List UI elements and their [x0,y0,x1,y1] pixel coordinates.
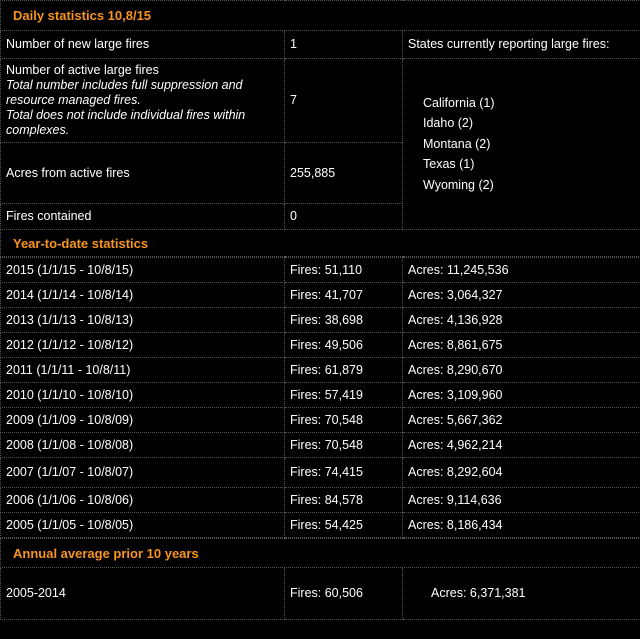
daily-header: Daily statistics 10,8/15 [1,1,640,31]
ytd-row [1,408,640,433]
annual-section-header [1,539,640,568]
state-item: Texas (1) [423,157,475,172]
active-fires-note1: Total number includes full suppression and resource managed fires. [6,78,243,107]
new-large-fires-label: Number of new large fires [1,31,285,59]
ytd-row [1,258,640,283]
ytd-period: 2010 (1/1/10 - 10/8/10) [1,383,285,408]
ytd-period: 2009 (1/1/09 - 10/8/09) [1,408,285,433]
ytd-acres: Acres: 8,290,670 [403,358,640,383]
state-item: Montana (2) [423,136,491,151]
annual-acres: Acres: 6,371,381 [403,568,640,620]
annual-table [0,538,640,620]
active-fires-value: 7 [285,59,403,143]
ytd-row [1,513,640,538]
acres-value: 255,885 [285,143,403,204]
states-list [403,59,640,230]
ytd-row [1,488,640,513]
ytd-fires: Fires: 41,707 [285,283,403,308]
ytd-fires: Fires: 38,698 [285,308,403,333]
daily-section-header [1,1,640,31]
ytd-header: Year-to-date statistics [1,230,640,257]
annual-header: Annual average prior 10 years [1,539,640,568]
acres-label: Acres from active fires [1,143,285,204]
ytd-row [1,358,640,383]
ytd-row [1,458,640,488]
state-item: Idaho (2) [423,116,474,131]
ytd-acres: Acres: 3,064,327 [403,283,640,308]
ytd-acres: Acres: 8,292,604 [403,458,640,488]
ytd-row [1,333,640,358]
ytd-acres: Acres: 11,245,536 [403,258,640,283]
ytd-period: 2011 (1/1/11 - 10/8/11) [1,358,285,383]
ytd-period: 2006 (1/1/06 - 10/8/06) [1,488,285,513]
ytd-period: 2015 (1/1/15 - 10/8/15) [1,258,285,283]
ytd-acres: Acres: 8,186,434 [403,513,640,538]
ytd-acres: Acres: 8,861,675 [403,333,640,358]
ytd-row [1,283,640,308]
ytd-acres: Acres: 4,962,214 [403,433,640,458]
contained-label: Fires contained [1,204,285,230]
states-header: States currently reporting large fires: [403,31,640,59]
state-item: Wyoming (2) [423,177,494,192]
ytd-row [1,383,640,408]
ytd-fires: Fires: 51,110 [285,258,403,283]
ytd-row [1,433,640,458]
ytd-fires: Fires: 57,419 [285,383,403,408]
annual-row [1,568,640,620]
ytd-fires: Fires: 70,548 [285,433,403,458]
ytd-period: 2012 (1/1/12 - 10/8/12) [1,333,285,358]
new-large-fires-row [1,31,640,59]
state-item: California (1) [423,95,495,110]
ytd-row [1,308,640,333]
active-fires-row [1,59,640,143]
active-fires-note2: Total does not include individual fires within complexes. [6,108,246,137]
contained-value: 0 [285,204,403,230]
active-fires-cell [1,59,285,143]
ytd-fires: Fires: 54,425 [285,513,403,538]
ytd-table [0,257,640,538]
ytd-acres: Acres: 9,114,636 [403,488,640,513]
ytd-acres: Acres: 5,667,362 [403,408,640,433]
annual-fires: Fires: 60,506 [285,568,403,620]
ytd-period: 2005 (1/1/05 - 10/8/05) [1,513,285,538]
annual-period: 2005-2014 [1,568,285,620]
ytd-acres: Acres: 4,136,928 [403,308,640,333]
ytd-fires: Fires: 84,578 [285,488,403,513]
ytd-period: 2014 (1/1/14 - 10/8/14) [1,283,285,308]
active-fires-label: Number of active large fires [6,63,159,77]
ytd-fires: Fires: 74,415 [285,458,403,488]
ytd-acres: Acres: 3,109,960 [403,383,640,408]
fire-statistics-table [0,0,640,257]
ytd-fires: Fires: 61,879 [285,358,403,383]
new-large-fires-value: 1 [285,31,403,59]
ytd-period: 2007 (1/1/07 - 10/8/07) [1,458,285,488]
ytd-fires: Fires: 70,548 [285,408,403,433]
ytd-section-header [1,230,640,257]
ytd-period: 2013 (1/1/13 - 10/8/13) [1,308,285,333]
ytd-fires: Fires: 49,506 [285,333,403,358]
ytd-period: 2008 (1/1/08 - 10/8/08) [1,433,285,458]
